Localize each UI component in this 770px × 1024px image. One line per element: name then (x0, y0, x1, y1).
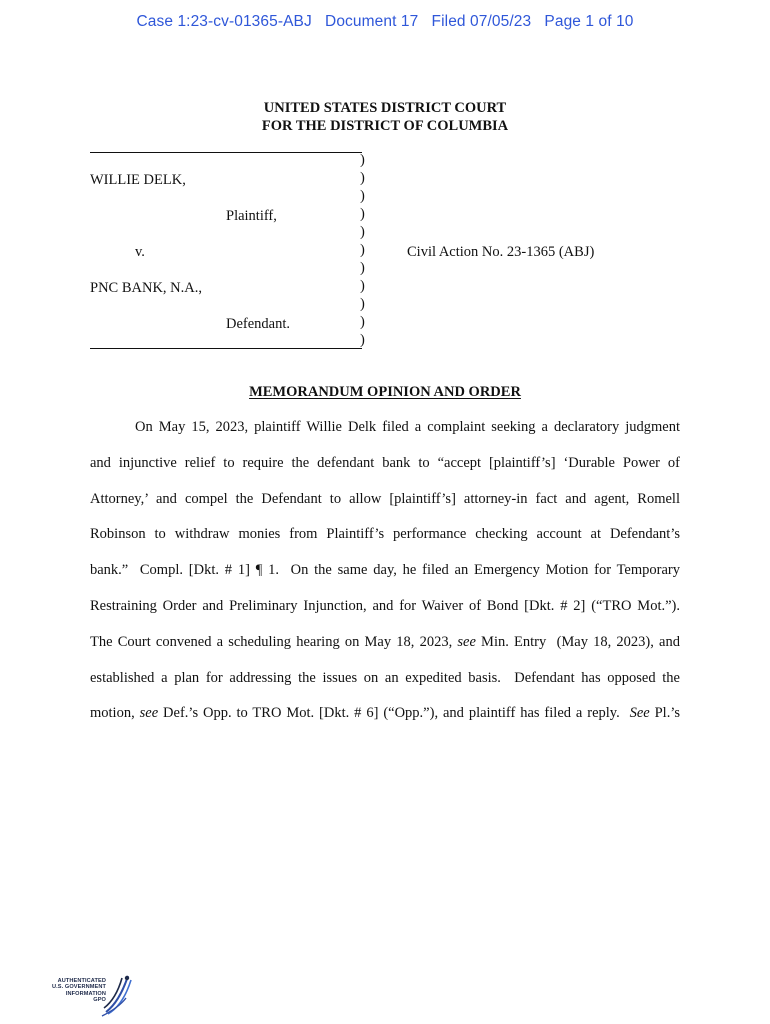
body-line: Attorney,’ and compel the Defendant to allow [plaintiff’s] attorney-in fact and agent, Romell (90, 490, 680, 507)
body-line: On May 15, 2023, plaintiff Willie Delk filed a complaint seeking a declaratory judgment (135, 419, 680, 435)
body-line-mixed (90, 701, 680, 737)
caption-paren: ) (360, 278, 365, 294)
signal-see: See (629, 705, 650, 722)
body-text-run: motion, (90, 705, 140, 722)
court-heading (0, 99, 770, 135)
body-line: established a plan for addressing the issues on an expedited basis. Defendant has opposed the (90, 669, 680, 686)
caption-top-rule (90, 152, 362, 153)
body-line: Robinson to withdraw monies from Plaintiff’s performance checking account at Defendant’s (90, 526, 680, 543)
case-header-stamp: Case 1:23-cv-01365-ABJ Document 17 Filed 07/05/23 Page 1 of 10 (136, 13, 634, 30)
body-line: Restraining Order and Preliminary Injunction, and for Waiver of Bond [Dkt. # 2] (“TRO Mot.”). (90, 597, 680, 614)
memorandum-title: MEMORANDUM OPINION AND ORDER (249, 384, 521, 400)
body-text-run: The Court convened a scheduling hearing on May 18, 2023, (90, 633, 458, 650)
gpo-line: GPO (93, 996, 106, 1003)
body-line-mixed (90, 630, 680, 666)
caption-paren: ) (360, 224, 365, 240)
gpo-line: AUTHENTICATED (57, 978, 106, 984)
caption-paren: ) (360, 188, 365, 204)
gpo-line: U.S. GOVERNMENT (51, 984, 106, 991)
civil-action-number: Civil Action No. 23-1365 (ABJ) (407, 244, 595, 260)
defendant-role: Defendant. (226, 316, 291, 332)
court-name-line: UNITED STATES DISTRICT COURT (263, 100, 507, 116)
caption-paren: ) (360, 260, 365, 276)
versus-label: v. (135, 244, 145, 260)
gpo-seal-text (44, 978, 106, 1003)
signal-see: see (139, 705, 159, 722)
body-line: bank.” Compl. [Dkt. # 1] ¶ 1. On the same day, he filed an Emergency Motion for Temporary (90, 562, 680, 579)
caption-bottom-rule (90, 348, 362, 349)
gpo-eagle-icon (100, 972, 134, 1018)
caption-paren: ) (360, 206, 365, 222)
body-text-run: Def.’s Opp. to TRO Mot. [Dkt. # 6] (“Opp.”), and plaintiff has filed a reply. (158, 705, 630, 722)
gpo-authentication-seal (44, 972, 134, 1018)
court-district-line: FOR THE DISTRICT OF COLUMBIA (261, 118, 509, 134)
caption-paren: ) (360, 170, 365, 186)
caption-paren: ) (360, 152, 365, 168)
memorandum-body (90, 415, 680, 737)
caption-paren: ) (360, 314, 365, 330)
gpo-line: INFORMATION (65, 990, 106, 997)
plaintiff-role: Plaintiff, (226, 208, 277, 224)
body-text-run: Min. Entry (May 18, 2023), and (475, 633, 680, 650)
caption-paren: ) (360, 332, 365, 348)
body-text-run: Pl.’s (649, 705, 680, 722)
caption-paren: ) (360, 242, 365, 258)
body-line: and injunctive relief to require the defendant bank to “accept [plaintiff’s] ‘Durable Power of (90, 454, 680, 471)
caption-paren: ) (360, 296, 365, 312)
caption-paren-column (360, 151, 370, 349)
signal-see: see (457, 633, 476, 650)
plaintiff-name: WILLIE DELK, (90, 172, 186, 188)
case-caption (90, 152, 690, 352)
defendant-name: PNC BANK, N.A., (90, 280, 202, 296)
